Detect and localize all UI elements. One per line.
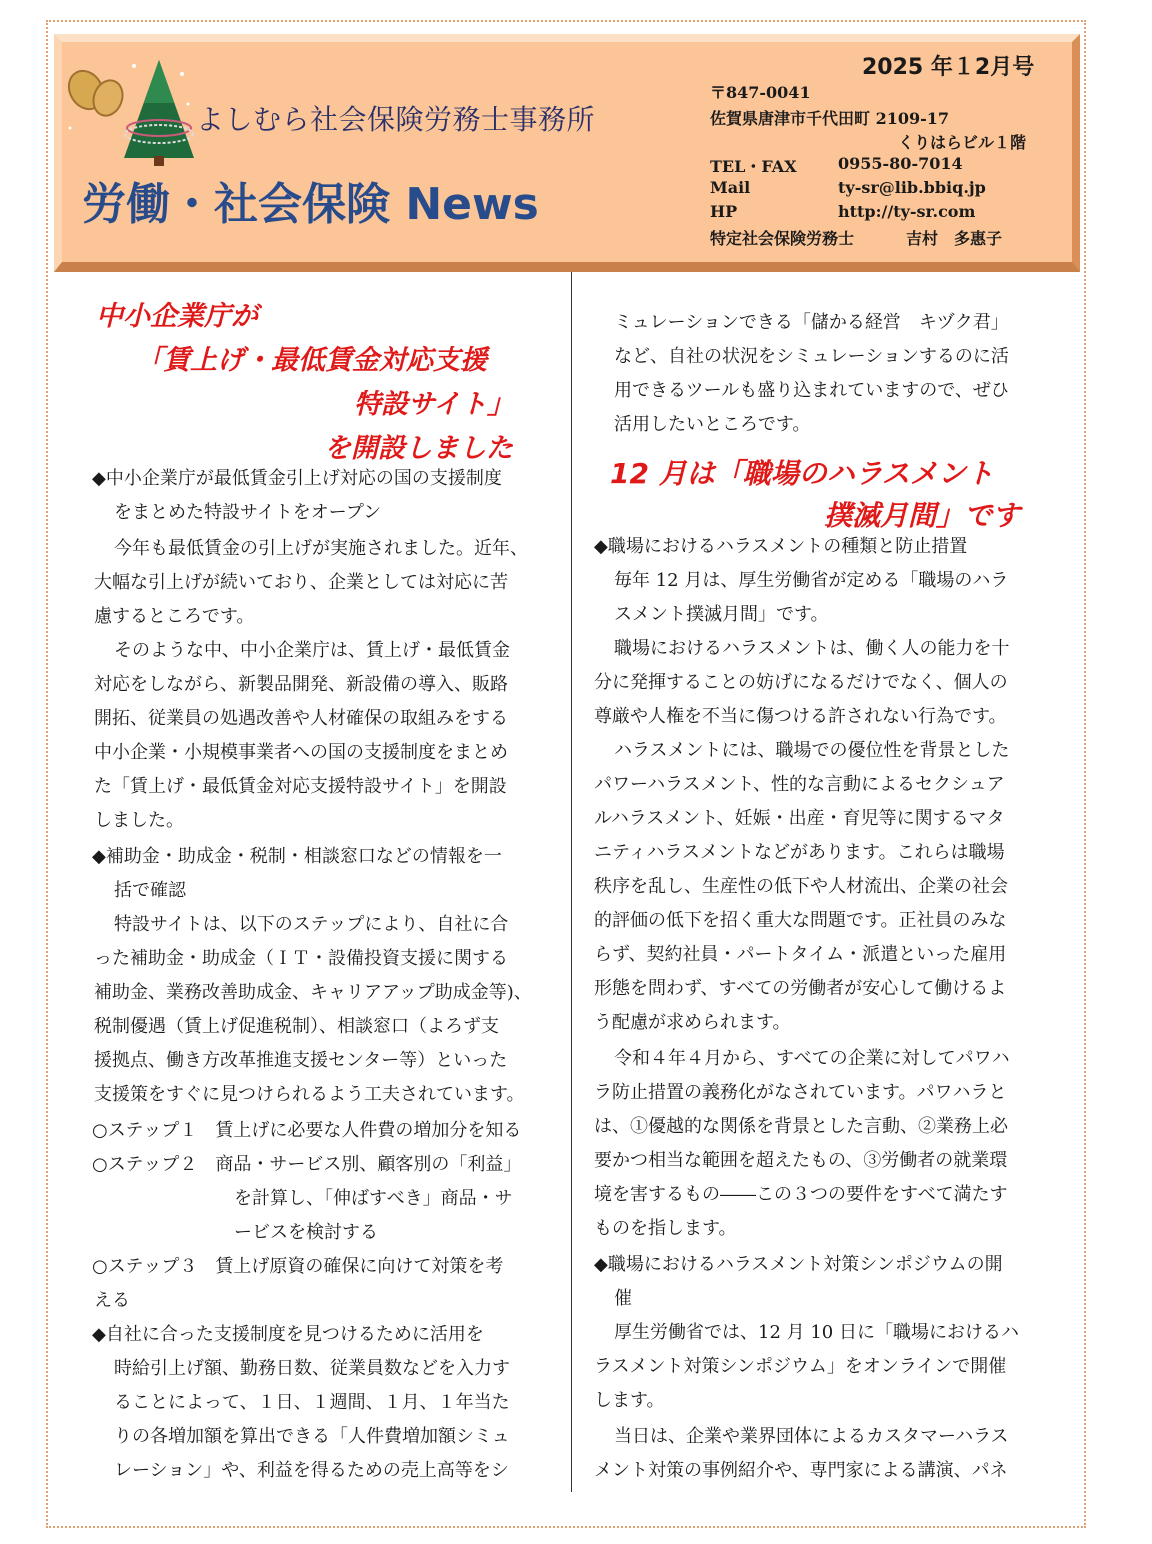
article1-line: 援拠点、働き方改革推進支援センター等）といった — [94, 1050, 508, 1071]
office-name: よしむら社会保険労務士事務所 — [196, 103, 596, 136]
article1-line: ◆中小企業庁が最低賃金引上げ対応の国の支援制度 — [92, 468, 502, 489]
newsletter-title: 労働・社会保険 News — [82, 179, 539, 230]
article1-line: 時給引上げ額、勤務日数、従業員数などを入力す — [114, 1358, 510, 1379]
title-label: 特定社会保険労務士 — [710, 229, 855, 248]
mail-address: ty-sr@lib.bbiq.jp — [838, 178, 986, 197]
column-divider — [571, 272, 572, 1492]
article2-line: 境を害するもの――この３つの要件をすべて満たす — [594, 1184, 1008, 1205]
article2-line: 要かつ相当な範囲を超えたもの、③労働者の就業環 — [594, 1150, 1008, 1171]
article1-line: 括で確認 — [114, 880, 186, 901]
article1-line: ○ステップ２ 商品・サービス別、顧客別の「利益」 — [92, 1154, 522, 1175]
article1-line: ◆自社に合った支援制度を見つけるために活用を — [92, 1324, 484, 1345]
article1-line: りの各増加額を算出できる「人件費増加額シミュ — [114, 1426, 510, 1447]
article2-headline-line-2: 撲滅月間」です — [824, 499, 1021, 532]
article2-line: 厚生労働省では、12 月 10 日に「職場におけるハ — [614, 1322, 1019, 1343]
article1-line: ることによって、１日、１週間、１月、１年当た — [114, 1392, 510, 1413]
article2-line: ハラスメントには、職場での優位性を背景とした — [614, 740, 1010, 761]
article2-line: します。 — [594, 1390, 665, 1411]
article2-line: う配慮が求められます。 — [594, 1012, 791, 1033]
article1-line: ◆補助金・助成金・税制・相談窓口などの情報を一 — [92, 846, 502, 867]
article1-headline-line-3: 特設サイト」 — [354, 389, 515, 420]
article1-headline-line-1: 中小企業庁が — [96, 301, 258, 332]
article1-cont-line: 活用したいところです。 — [614, 414, 811, 435]
article1-line: 大幅な引上げが続いており、企業としては対応に苦 — [94, 572, 508, 593]
article1-line: える — [94, 1290, 130, 1311]
postal-code: 〒847-0041 — [710, 83, 811, 102]
article2-line: ものを指します。 — [594, 1218, 737, 1239]
christmas-tree-logo — [64, 58, 194, 168]
issue-date: 2025 年１2月号 — [862, 55, 1035, 80]
article1-line: そのような中、中小企業庁は、賃上げ・最低賃金 — [114, 640, 510, 661]
tel-label: TEL・FAX — [710, 157, 797, 176]
article1-line: 特設サイトは、以下のステップにより、自社に合 — [114, 914, 509, 935]
article1-line: ービスを検討する — [234, 1222, 378, 1243]
article1-line: 中小企業・小規模事業者への国の支援制度をまとめ — [94, 742, 508, 763]
article2-line: 当日は、企業や業界団体によるカスタマーハラス — [614, 1426, 1009, 1447]
article2-line: 令和４年４月から、すべての企業に対してパワハ — [614, 1048, 1010, 1069]
article1-line: 支援策をすぐに見つけられるよう工夫されています。 — [94, 1084, 525, 1105]
article2-line: 的評価の低下を招く重大な問題です。正社員のみな — [594, 910, 1007, 931]
article1-headline-line-2: 「賃上げ・最低賃金対応支援 — [136, 345, 487, 376]
article2-headline-line-1: 12 月は「職場のハラスメント — [610, 457, 994, 490]
article2-line: ◆職場におけるハラスメント対策シンポジウムの開 — [594, 1254, 1003, 1275]
tel-number: 0955-80-7014 — [838, 154, 963, 173]
article2-line: ラ防止措置の義務化がなされています。パワハラと — [594, 1082, 1007, 1103]
article2-line: スメント撲滅月間」です。 — [614, 604, 829, 625]
article1-line: を計算し、「伸ばすべき」商品・サ — [234, 1188, 513, 1209]
article2-line: 職場におけるハラスメントは、働く人の能力を十 — [614, 638, 1010, 659]
mail-label: Mail — [710, 178, 751, 197]
person-name: 吉村 多惠子 — [906, 229, 1003, 248]
address-line-2: くりはらビル１階 — [898, 133, 1027, 152]
hp-url: http://ty-sr.com — [838, 202, 976, 221]
article1-line: 税制優遇（賃上げ促進税制）、相談窓口（よろず支 — [94, 1016, 499, 1037]
article2-line: メント対策の事例紹介や、専門家による講演、パネ — [594, 1460, 1008, 1481]
article2-line: 催 — [614, 1288, 632, 1309]
article1-line: しました。 — [94, 810, 184, 831]
address-line-1: 佐賀県唐津市千代田町 2109-17 — [710, 109, 950, 128]
article2-line: 毎年 12 月は、厚生労働省が定める「職場のハラ — [614, 570, 1009, 591]
article1-line: 慮するところです。 — [94, 606, 255, 627]
article2-line: ルハラスメント、妊娠・出産・育児等に関するマタ — [594, 808, 1005, 829]
article1-headline-line-4: を開設しました — [324, 433, 513, 464]
article1-cont-line: ミュレーションできる「儲かる経営 キヅク君」 — [614, 312, 1009, 333]
article2-line: らず、契約社員・パートタイム・派遣といった雇用 — [594, 944, 1007, 965]
article1-cont-line: 用できるツールも盛り込まれていますので、ぜひ — [614, 380, 1009, 401]
article1-line: レーション」や、利益を得るための売上高等をシ — [114, 1460, 509, 1481]
article2-line: パワーハラスメント、性的な言動によるセクシュア — [594, 774, 1005, 795]
article2-line: は、①優越的な関係を背景とした言動、②業務上必 — [594, 1116, 1008, 1137]
article2-line: ニティハラスメントなどがあります。これらは職場 — [594, 842, 1005, 863]
article1-cont-line: など、自社の状況をシミュレーションするのに活 — [614, 346, 1009, 367]
article2-line: 尊厳や人権を不当に傷つける許されない行為です。 — [594, 706, 1007, 727]
article1-line: た「賃上げ・最低賃金対応支援特設サイト」を開設 — [94, 776, 507, 797]
article1-line: ○ステップ１ 賃上げに必要な人件費の増加分を知る — [92, 1120, 522, 1141]
article2-line: 分に発揮することの妨げになるだけでなく、個人の — [594, 672, 1008, 693]
article1-line: ○ステップ３ 賃上げ原資の確保に向けて対策を考 — [92, 1256, 504, 1277]
article2-line: 形態を問わず、すべての労働者が安心して働けるよ — [594, 978, 1007, 999]
article2-line: ラスメント対策シンポジウム」をオンラインで開催 — [594, 1356, 1007, 1377]
article1-line: をまとめた特設サイトをオープン — [114, 502, 382, 523]
article1-line: 開拓、従業員の処遇改善や人材確保の取組みをする — [94, 708, 508, 729]
article2-line: ◆職場におけるハラスメントの種類と防止措置 — [594, 536, 968, 557]
hp-label: HP — [710, 202, 738, 221]
article1-line: 補助金、業務改善助成金、キャリアアップ助成金等)、 — [94, 982, 532, 1003]
article1-line: 対応をしながら、新製品開発、新設備の導入、販路 — [94, 674, 508, 695]
article2-line: 秩序を乱し、生産性の低下や人材流出、企業の社会 — [594, 876, 1008, 897]
article1-line: った補助金・助成金（ＩＴ・設備投資支援に関する — [94, 948, 508, 969]
article1-line: 今年も最低賃金の引上げが実施されました。近年、 — [114, 538, 528, 559]
